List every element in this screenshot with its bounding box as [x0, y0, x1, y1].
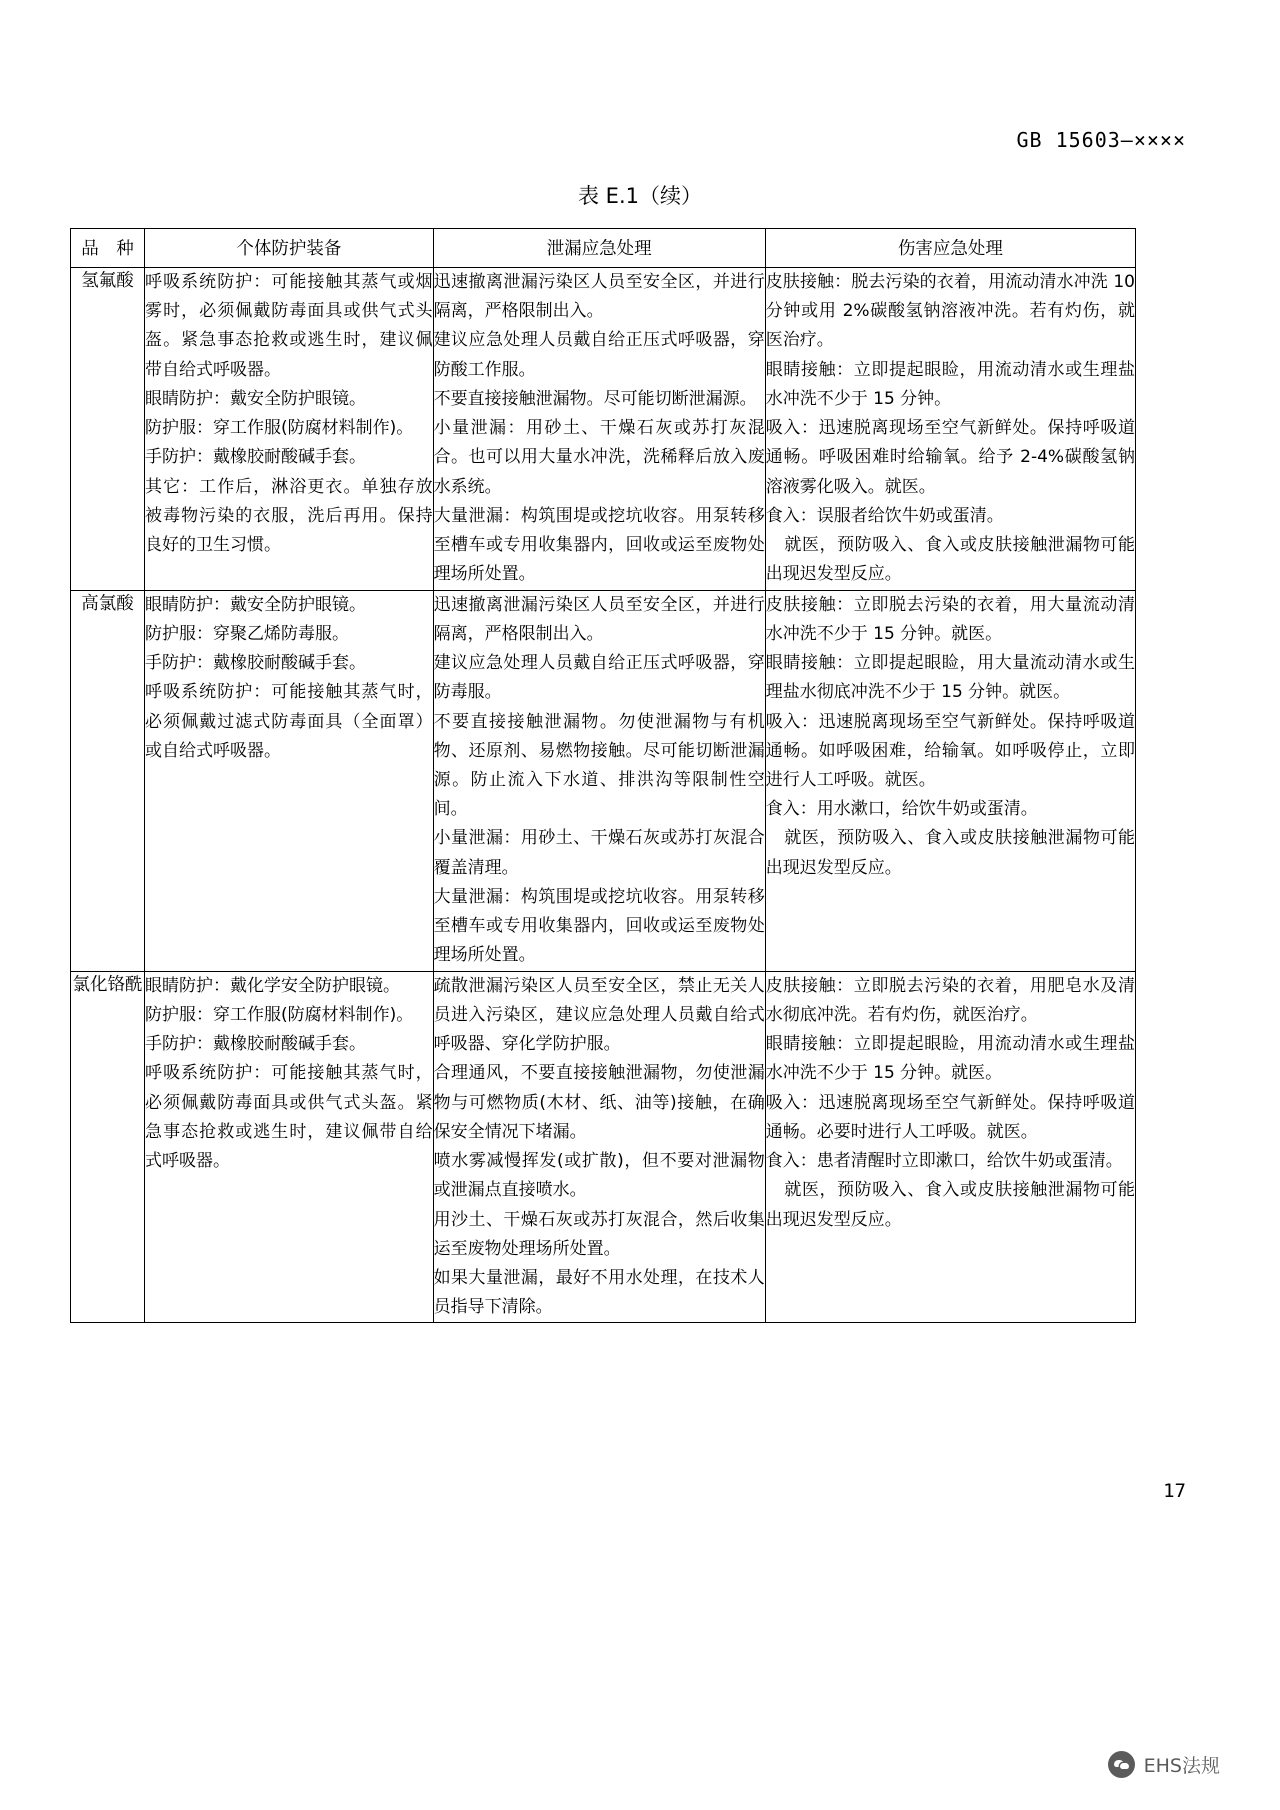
watermark — [1108, 1751, 1220, 1778]
injury-paragraph: 眼睛接触：立即提起眼睑，用流动清水或生理盐水冲洗不少于 15 分钟。就医。 — [765, 1034, 1135, 1084]
cell-ppe — [145, 971, 434, 1323]
column-header-injury: 伤害应急处理 — [765, 229, 1135, 268]
ppe-paragraph: 防护服：穿工作服(防腐材料制作)。 — [145, 1004, 414, 1025]
cell-substance-name: 氯化铬酰 — [71, 971, 145, 1323]
cell-ppe — [145, 590, 434, 971]
leak-paragraph: 疏散泄漏污染区人员至安全区，禁止无关人员进入污染区，建议应急处理人员戴自给式呼吸器、穿化学防护服。 — [433, 975, 765, 1055]
cell-leak — [433, 268, 765, 591]
column-header-name: 品 种 — [71, 229, 145, 268]
leak-paragraph: 小量泄漏：用砂土、干燥石灰或苏打灰混合覆盖清理。 — [433, 828, 765, 878]
ppe-paragraph: 防护服：穿聚乙烯防毒服。 — [145, 623, 350, 644]
leak-paragraph: 用沙土、干燥石灰或苏打灰混合，然后收集运至废物处理场所处置。 — [433, 1209, 765, 1259]
cell-leak — [433, 590, 765, 971]
cell-leak — [433, 971, 765, 1323]
injury-paragraph: 食入：误服者给饮牛奶或蛋清。 — [765, 505, 1004, 526]
leak-paragraph: 迅速撤离泄漏污染区人员至安全区，并进行隔离，严格限制出入。 — [433, 594, 765, 644]
injury-paragraph: 就医，预防吸入、食入或皮肤接触泄漏物可能出现迟发型反应。 — [765, 828, 1135, 878]
leak-paragraph: 迅速撤离泄漏污染区人员至安全区，并进行隔离，严格限制出入。 — [433, 272, 765, 322]
leak-paragraph: 如果大量泄漏，最好不用水处理，在技术人员指导下清除。 — [433, 1267, 765, 1318]
injury-paragraph: 吸入：迅速脱离现场至空气新鲜处。保持呼吸道通畅。必要时进行人工呼吸。就医。 — [765, 1092, 1135, 1142]
leak-paragraph: 建议应急处理人员戴自给正压式呼吸器，穿防毒服。 — [433, 653, 765, 703]
ppe-paragraph: 眼睛防护：戴安全防护眼镜。 — [145, 594, 367, 615]
cell-substance-name: 氢氟酸 — [71, 268, 145, 591]
ppe-paragraph: 防护服：穿工作服(防腐材料制作)。 — [145, 418, 414, 439]
ppe-paragraph: 其它：工作后，淋浴更衣。单独存放被毒物污染的衣服，洗后再用。保持良好的卫生习惯。 — [145, 476, 433, 556]
watermark-label: EHS法规 — [1143, 1755, 1220, 1777]
table-row — [71, 268, 1136, 591]
leak-paragraph: 小量泄漏：用砂土、干燥石灰或苏打灰混合。也可以用大量水冲洗，洗稀释后放入废水系统。 — [433, 418, 765, 497]
cell-ppe — [145, 268, 434, 591]
wechat-icon — [1108, 1751, 1135, 1778]
table-title: 表 E.1（续） — [578, 184, 702, 208]
injury-paragraph: 皮肤接触：立即脱去污染的衣着，用大量流动清水冲洗不少于 15 分钟。就医。 — [765, 594, 1135, 644]
ppe-paragraph: 手防护：戴橡胶耐酸碱手套。 — [145, 653, 367, 674]
ppe-paragraph: 眼睛防护：戴化学安全防护眼镜。 — [145, 975, 401, 996]
injury-paragraph: 吸入：迅速脱离现场至空气新鲜处。保持呼吸道通畅。呼吸困难时给输氧。给予 2-4%碳酸氢钠溶液雾化吸入。就医。 — [765, 418, 1135, 497]
cell-injury — [765, 971, 1135, 1323]
leak-paragraph: 合理通风，不要直接接触泄漏物，勿使泄漏物与可燃物质(木材、纸、油等)接触，在确保安全情况下堵漏。 — [433, 1063, 765, 1142]
table-row — [71, 971, 1136, 1323]
emergency-measures-table — [70, 228, 1136, 1323]
leak-paragraph: 不要直接接触泄漏物。尽可能切断泄漏源。 — [433, 388, 757, 409]
injury-paragraph: 食入：患者清醒时立即漱口，给饮牛奶或蛋清。 — [765, 1151, 1123, 1172]
injury-paragraph: 眼睛接触：立即提起眼睑，用大量流动清水或生理盐水彻底冲洗不少于 15 分钟。就医。 — [765, 653, 1135, 703]
standard-code-header: GB 15603—×××× — [1016, 128, 1186, 152]
page-number: 17 — [1163, 1480, 1186, 1502]
leak-paragraph: 不要直接接触泄漏物。勿使泄漏物与有机物、还原剂、易燃物接触。尽可能切断泄漏源。防止流入下水道、排洪沟等限制性空间。 — [433, 711, 765, 820]
ppe-paragraph: 呼吸系统防护：可能接触其蒸气或烟雾时，必须佩戴防毒面具或供气式头盔。紧急事态抢救或逃生时，建议佩带自给式呼吸器。 — [145, 272, 433, 380]
leak-paragraph: 大量泄漏：构筑围堤或挖坑收容。用泵转移至槽车或专用收集器内，回收或运至废物处理场所处置。 — [433, 886, 765, 966]
injury-paragraph: 眼睛接触：立即提起眼睑，用流动清水或生理盐水冲洗不少于 15 分钟。 — [765, 359, 1135, 409]
leak-paragraph: 建议应急处理人员戴自给正压式呼吸器，穿防酸工作服。 — [433, 330, 765, 380]
injury-paragraph: 就医，预防吸入、食入或皮肤接触泄漏物可能出现迟发型反应。 — [765, 1180, 1135, 1230]
table-row — [71, 590, 1136, 971]
table-header-row — [71, 229, 1136, 268]
ppe-paragraph: 眼睛防护：戴安全防护眼镜。 — [145, 388, 367, 409]
column-header-ppe: 个体防护装备 — [145, 229, 434, 268]
ppe-paragraph: 手防护：戴橡胶耐酸碱手套。 — [145, 447, 367, 468]
ppe-paragraph: 呼吸系统防护：可能接触其蒸气时，必须佩戴过滤式防毒面具（全面罩）或自给式呼吸器。 — [145, 682, 433, 761]
table-body — [71, 268, 1136, 1323]
injury-paragraph: 就医，预防吸入、食入或皮肤接触泄漏物可能出现迟发型反应。 — [765, 535, 1135, 585]
cell-injury — [765, 268, 1135, 591]
injury-paragraph: 食入：用水漱口，给饮牛奶或蛋清。 — [765, 799, 1038, 820]
injury-paragraph: 皮肤接触：脱去污染的衣着，用流动清水冲洗 10 分钟或用 2%碳酸氢钠溶液冲洗。若有灼伤，就医治疗。 — [765, 272, 1135, 351]
cell-substance-name: 高氯酸 — [71, 590, 145, 971]
column-header-leak: 泄漏应急处理 — [433, 229, 765, 268]
ppe-paragraph: 手防护：戴橡胶耐酸碱手套。 — [145, 1034, 367, 1055]
cell-injury — [765, 590, 1135, 971]
injury-paragraph: 吸入：迅速脱离现场至空气新鲜处。保持呼吸道通畅。如呼吸困难，给输氧。如呼吸停止，立即进行人工呼吸。就医。 — [765, 711, 1135, 790]
ppe-paragraph: 呼吸系统防护：可能接触其蒸气时，必须佩戴防毒面具或供气式头盔。紧急事态抢救或逃生时，建议佩带自给式呼吸器。 — [145, 1063, 433, 1172]
leak-paragraph: 大量泄漏：构筑围堤或挖坑收容。用泵转移至槽车或专用收集器内，回收或运至废物处理场所处置。 — [433, 505, 765, 585]
leak-paragraph: 喷水雾减慢挥发(或扩散)，但不要对泄漏物或泄漏点直接喷水。 — [433, 1151, 765, 1201]
injury-paragraph: 皮肤接触：立即脱去污染的衣着，用肥皂水及清水彻底冲洗。若有灼伤，就医治疗。 — [765, 975, 1135, 1025]
